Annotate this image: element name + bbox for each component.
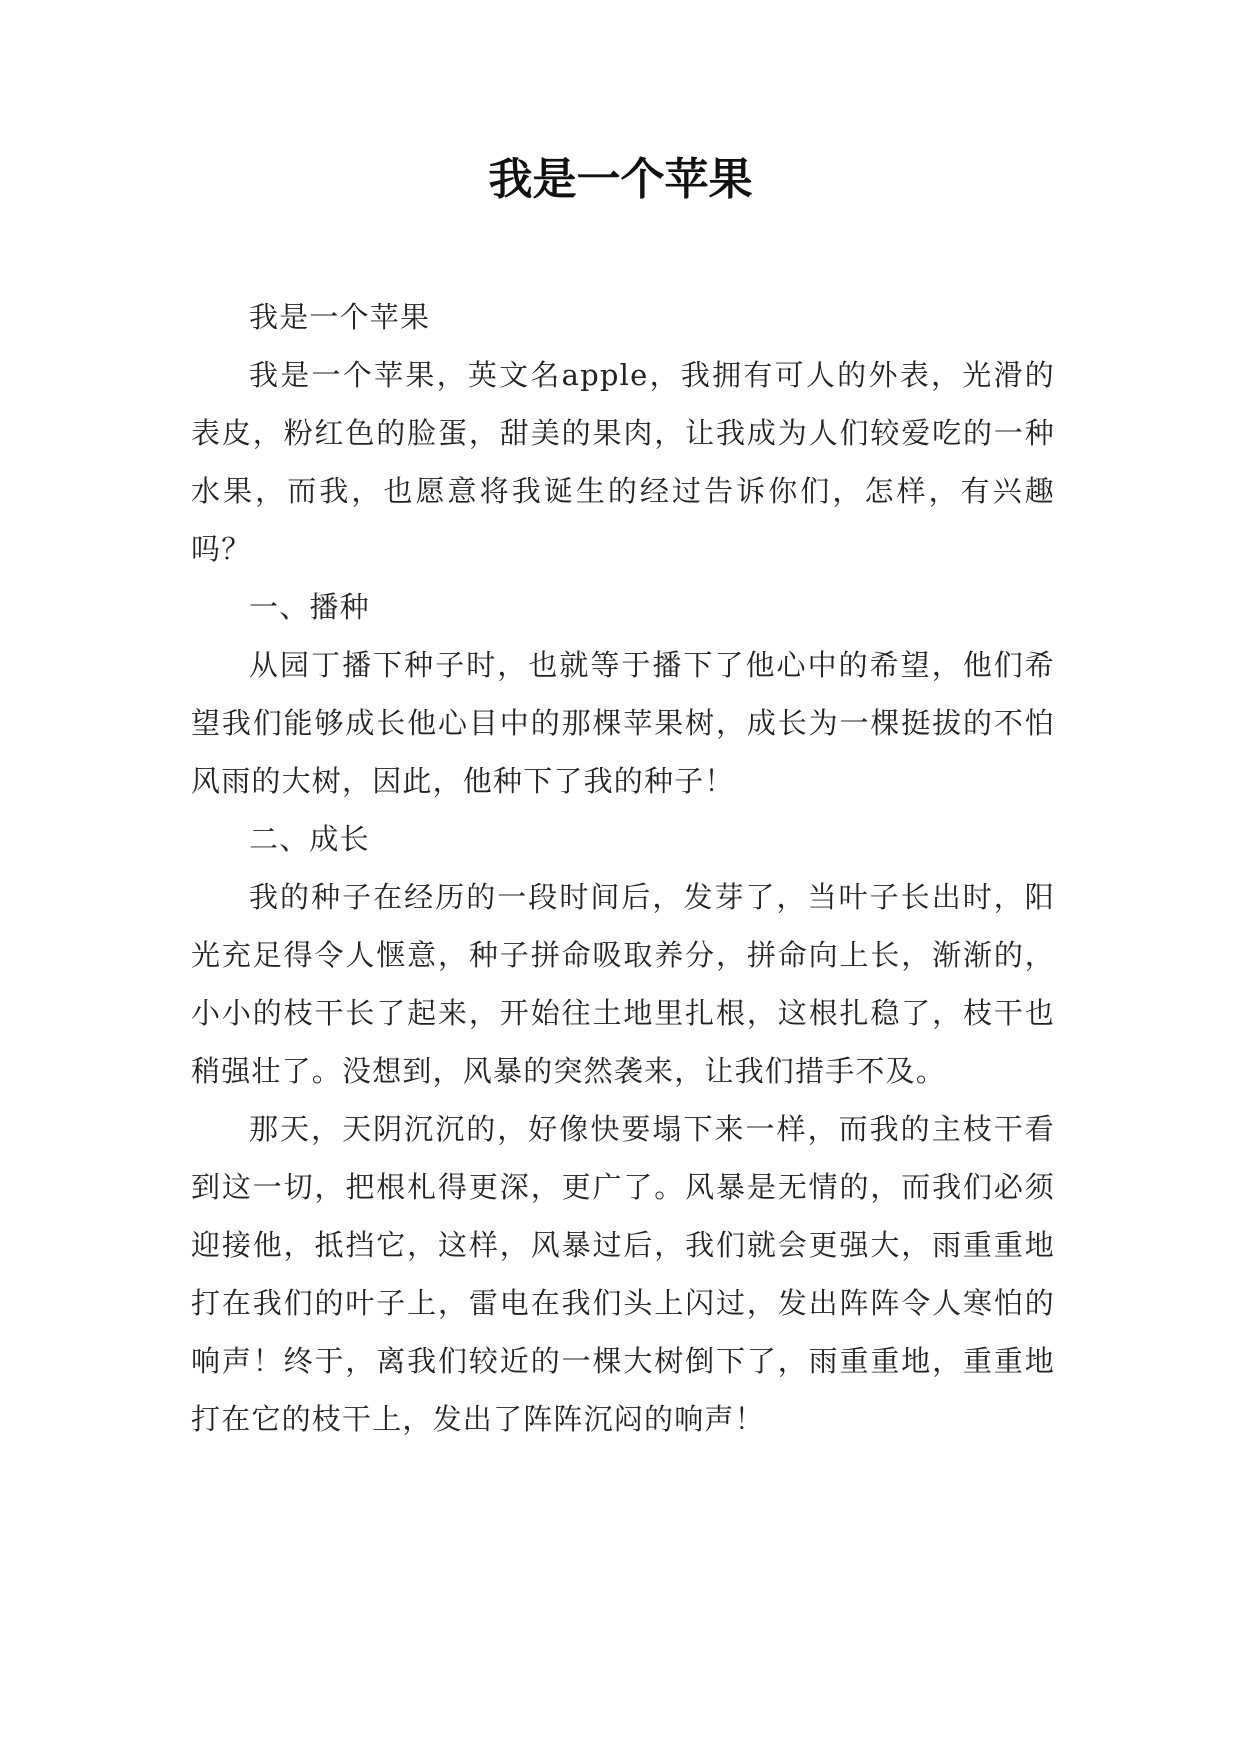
section-heading: 二、成长 [249,822,370,856]
paragraph: 我的种子在经历的一段时间后，发芽了，当叶子长出时，阳光充足得令人惬意，种子拼命吸取养分，拼命向上长，渐渐的，小小的枝干长了起来，开始往土地里扎根，这根扎稳了，枝干也稍强壮了。没想到，风暴的突然袭来，让我们措手不及。 [191,880,1055,1088]
paragraph: 从园丁播下种子时，也就等于播下了他心中的希望，他们希望我们能够成长他心目中的那棵苹果树，成长为一棵挺拔的不怕风雨的大树，因此，他种下了我的种子！ [191,648,1055,798]
paragraph: 那天，天阴沉沉的，好像快要塌下来一样，而我的主枝干看到这一切，把根札得更深，更广了。风暴是无情的，而我们必须迎接他，抵挡它，这样，风暴过后，我们就会更强大，雨重重地打在我们的叶子上，雷电在我们头上闪过，发出阵阵令人寒怕的响声！终于，离我们较近的一棵大树倒下了，雨重重地，重重地打在它的枝干上，发出了阵阵沉闷的响声！ [191,1112,1055,1436]
document-body [191,288,1055,1448]
document-title: 我是一个苹果 [488,154,753,205]
paragraph: 我是一个苹果 [249,300,431,334]
paragraph: 我是一个苹果，英文名apple，我拥有可人的外表，光滑的表皮，粉红色的脸蛋，甜美的果肉，让我成为人们较爱吃的一种水果，而我，也愿意将我诞生的经过告诉你们，怎样，有兴趣吗？ [191,358,1055,566]
section-heading: 一、播种 [249,590,370,624]
